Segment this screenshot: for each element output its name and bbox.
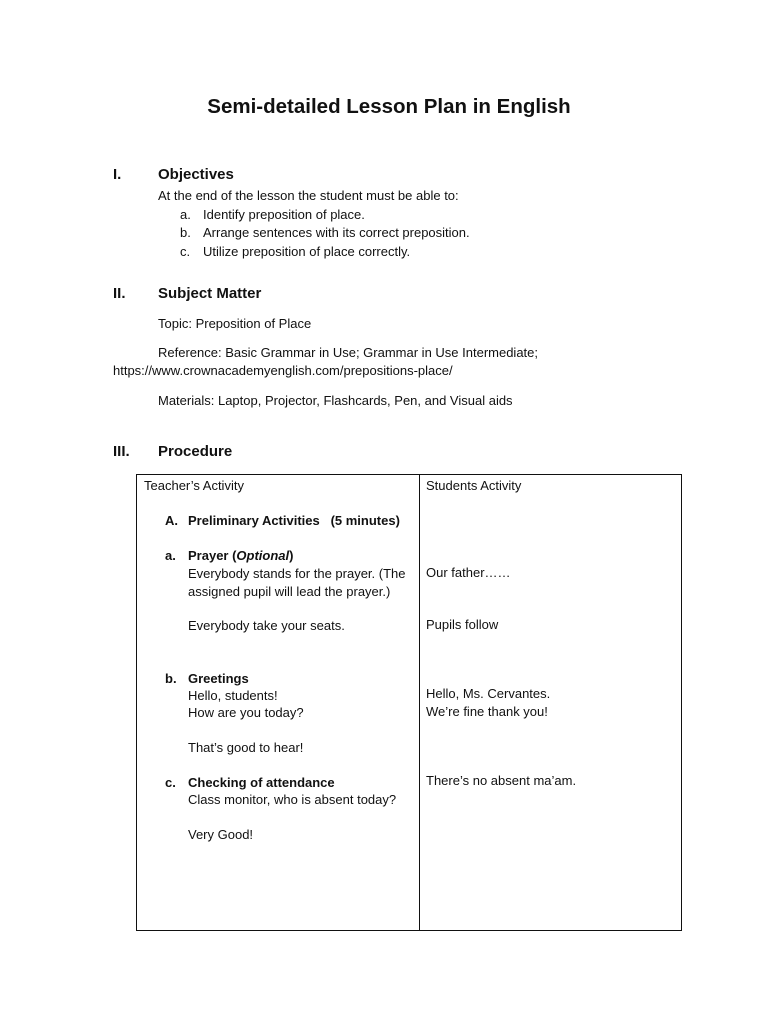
prayer-line: Everybody stands for the prayer. (The [188, 566, 406, 581]
prayer-title-close: ) [289, 548, 294, 563]
section-title-procedure: Procedure [158, 443, 233, 460]
greetings-title: Greetings [188, 671, 249, 686]
subject-topic: Topic: Preposition of Place [158, 316, 312, 331]
teacher-activity-header: Teacher’s Activity [144, 478, 244, 493]
greetings-letter: b. [165, 671, 177, 686]
prayer-line: Everybody take your seats. [188, 618, 345, 633]
section-title-objectives: Objectives [158, 166, 234, 183]
preliminary-title: Preliminary Activities (5 minutes) [188, 513, 400, 528]
objective-item [180, 206, 365, 224]
student-response: Hello, Ms. Cervantes. [426, 686, 551, 701]
objective-text: Identify preposition of place. [203, 207, 365, 222]
objective-text: Utilize preposition of place correctly. [203, 244, 411, 259]
attendance-letter: c. [165, 775, 176, 790]
objective-item [180, 243, 410, 261]
procedure-table [136, 474, 682, 931]
subject-materials: Materials: Laptop, Projector, Flashcards, Pen, and Visual aids [158, 393, 513, 408]
student-response: Pupils follow [426, 617, 499, 632]
objective-letter: b. [180, 225, 191, 240]
student-response: Our father…… [426, 565, 511, 580]
page-title: Semi-detailed Lesson Plan in English [207, 95, 571, 118]
section-title-subject-matter: Subject Matter [158, 285, 262, 302]
attendance-line: Class monitor, who is absent today? [188, 792, 397, 807]
teacher-activity-cell [137, 475, 420, 931]
section-number-objectives: I. [113, 166, 122, 183]
student-response: We’re fine thank you! [426, 704, 548, 719]
objective-item [180, 224, 470, 242]
prayer-title-text: Prayer ( [188, 548, 237, 563]
prayer-line: assigned pupil will lead the prayer.) [188, 584, 391, 599]
section-number-subject-matter: II. [113, 285, 126, 302]
section-number-procedure: III. [113, 443, 130, 460]
students-activity-cell [420, 475, 682, 931]
attendance-title: Checking of attendance [188, 775, 335, 790]
objective-letter: c. [180, 244, 191, 259]
objectives-intro: At the end of the lesson the student must be able to: [158, 188, 459, 203]
prayer-optional: Optional [236, 548, 290, 563]
greetings-line: Hello, students! [188, 688, 278, 703]
subject-reference: Reference: Basic Grammar in Use; Grammar in Use Intermediate; [158, 345, 539, 360]
table-row [137, 475, 682, 931]
greetings-line: That’s good to hear! [188, 740, 304, 755]
prayer-title [188, 547, 293, 565]
subject-reference-link[interactable]: https://www.crownacademyenglish.com/prepositions-place/ [113, 363, 453, 378]
attendance-line: Very Good! [188, 827, 254, 842]
prayer-letter: a. [165, 548, 176, 563]
preliminary-letter: A. [165, 513, 178, 528]
objective-text: Arrange sentences with its correct preposition. [203, 225, 470, 240]
objective-letter: a. [180, 207, 191, 222]
students-activity-header: Students Activity [426, 478, 522, 493]
student-response: There’s no absent ma’am. [426, 773, 577, 788]
greetings-line: How are you today? [188, 705, 304, 720]
